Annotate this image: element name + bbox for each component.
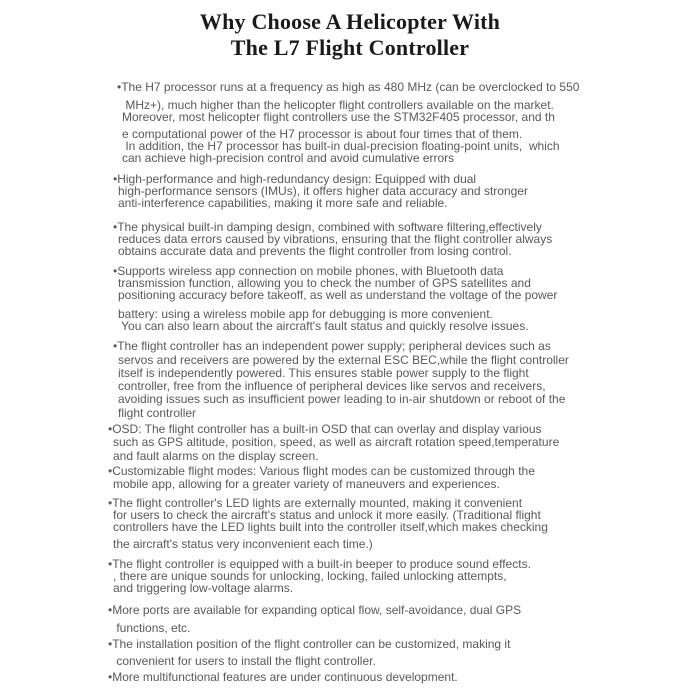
bullet-icon: • bbox=[113, 172, 118, 186]
feature-line-first: •The H7 processor runs at a frequency as high as 480 MHz (can be overclocked to 550 bbox=[117, 80, 580, 94]
feature-line: and fault alarms on the display screen. bbox=[113, 449, 319, 463]
feature-line: for users to check the aircraft's status and unlock it more easily. (Traditional flight bbox=[113, 508, 541, 522]
feature-line: flight controller bbox=[118, 406, 197, 420]
bullet-icon: • bbox=[113, 220, 118, 234]
feature-line: the aircraft's status very inconvenient each time.) bbox=[113, 537, 373, 551]
feature-line: high-performance sensors (IMUs), it offers higher data accuracy and stronger bbox=[118, 184, 528, 198]
feature-line: functions, etc. bbox=[113, 621, 191, 635]
feature-line-first: •Customizable flight modes: Various flight modes can be customized through the bbox=[108, 464, 535, 478]
feature-line: servos and receivers are powered by the external ESC BEC,while the flight controller bbox=[118, 353, 569, 367]
feature-line: such as GPS altitude, position, speed, as well as aircraft rotation speed,temperature bbox=[113, 435, 560, 449]
feature-line: controllers have the LED lights built into the controller itself,which makes checking bbox=[113, 520, 548, 534]
feature-item bbox=[117, 81, 700, 164]
page-title-line-2: The L7 Flight Controller bbox=[230, 35, 470, 60]
feature-line-first: •The installation position of the flight controller can be customized, making it bbox=[108, 637, 511, 651]
feature-line: MHz+), much higher than the helicopter flight controllers available on the market. bbox=[122, 98, 554, 112]
feature-line-first: •High-performance and high-redundancy design: Equipped with dual bbox=[113, 172, 477, 186]
bullet-icon: • bbox=[108, 670, 113, 684]
feature-line: Moreover, most helicopter flight controllers use the STM32F405 processor, and th bbox=[122, 110, 555, 124]
bullet-icon: • bbox=[108, 603, 113, 617]
feature-line: You can also learn about the aircraft's fault status and quickly resolve issues. bbox=[118, 319, 529, 333]
feature-line: , there are unique sounds for unlocking, locking, failed unlocking attempts, bbox=[113, 569, 507, 583]
bullet-icon: • bbox=[108, 464, 113, 478]
feature-line-first: •The flight controller's LED lights are externally mounted, making it convenient bbox=[108, 496, 523, 510]
bullet-icon: • bbox=[113, 264, 118, 278]
feature-line: e computational power of the H7 processor is about four times that of them. bbox=[122, 127, 523, 141]
feature-item bbox=[108, 558, 700, 594]
bullet-icon: • bbox=[117, 80, 122, 94]
feature-item bbox=[108, 604, 700, 634]
feature-line: avoiding issues such as insufficient power leading to in-air shutdown or reboot of the bbox=[118, 392, 566, 406]
feature-line-first: •More multifunctional features are under continuous development. bbox=[108, 670, 458, 684]
feature-item bbox=[108, 671, 700, 683]
feature-item bbox=[113, 340, 700, 419]
feature-line: reduces data errors caused by vibrations, ensuring that the flight controller always bbox=[118, 232, 553, 246]
feature-list bbox=[108, 81, 700, 683]
bullet-icon: • bbox=[108, 422, 113, 436]
bullet-icon: • bbox=[113, 339, 118, 353]
feature-line-first: •The flight controller has an independent power supply; peripheral devices such as bbox=[113, 339, 551, 353]
feature-item bbox=[113, 221, 700, 257]
bullet-icon: • bbox=[108, 557, 113, 571]
feature-line: itself is independently powered. This ensures stable power supply to the flight bbox=[118, 366, 529, 380]
feature-item bbox=[113, 265, 700, 332]
feature-line-first: •OSD: The flight controller has a built-in OSD that can overlay and display various bbox=[108, 422, 542, 436]
bullet-icon: • bbox=[108, 637, 113, 651]
feature-line: and triggering low-voltage alarms. bbox=[113, 581, 294, 595]
feature-line-first: •More ports are available for expanding optical flow, self-avoidance, dual GPS bbox=[108, 603, 522, 617]
feature-line: obtains accurate data and prevents the flight controller from losing control. bbox=[118, 244, 512, 258]
feature-item bbox=[108, 423, 700, 462]
feature-item bbox=[113, 173, 700, 209]
feature-line: convenient for users to install the flight controller. bbox=[113, 654, 376, 668]
bullet-icon: • bbox=[108, 496, 113, 510]
feature-line: transmission function, allowing you to check the number of GPS satellites and bbox=[118, 276, 531, 290]
feature-line-first: •The physical built-in damping design, combined with software filtering,effectively bbox=[113, 220, 542, 234]
feature-line: In addition, the H7 processor has built-in dual-precision floating-point units, which bbox=[122, 139, 560, 153]
feature-item bbox=[108, 497, 700, 550]
feature-line: can achieve high-precision control and avoid cumulative errors bbox=[122, 151, 455, 165]
feature-item bbox=[108, 638, 700, 667]
feature-line-first: •Supports wireless app connection on mobile phones, with Bluetooth data bbox=[113, 264, 504, 278]
feature-item bbox=[108, 465, 700, 490]
feature-line: mobile app, allowing for a greater variety of maneuvers and experiences. bbox=[113, 477, 500, 491]
feature-line: anti-interference capabilities, making it more safe and reliable. bbox=[118, 196, 448, 210]
feature-line-first: •The flight controller is equipped with a built-in beeper to produce sound effects. bbox=[108, 557, 531, 571]
feature-line: positioning accuracy before takeoff, as well as understand the voltage of the power bbox=[118, 288, 558, 302]
feature-line: battery: using a wireless mobile app for debugging is more convenient. bbox=[118, 307, 493, 321]
page-title bbox=[0, 0, 700, 61]
feature-line: controller, free from the influence of peripheral devices like servos and receivers, bbox=[118, 379, 546, 393]
page-title-line-1: Why Choose A Helicopter With bbox=[199, 9, 501, 34]
